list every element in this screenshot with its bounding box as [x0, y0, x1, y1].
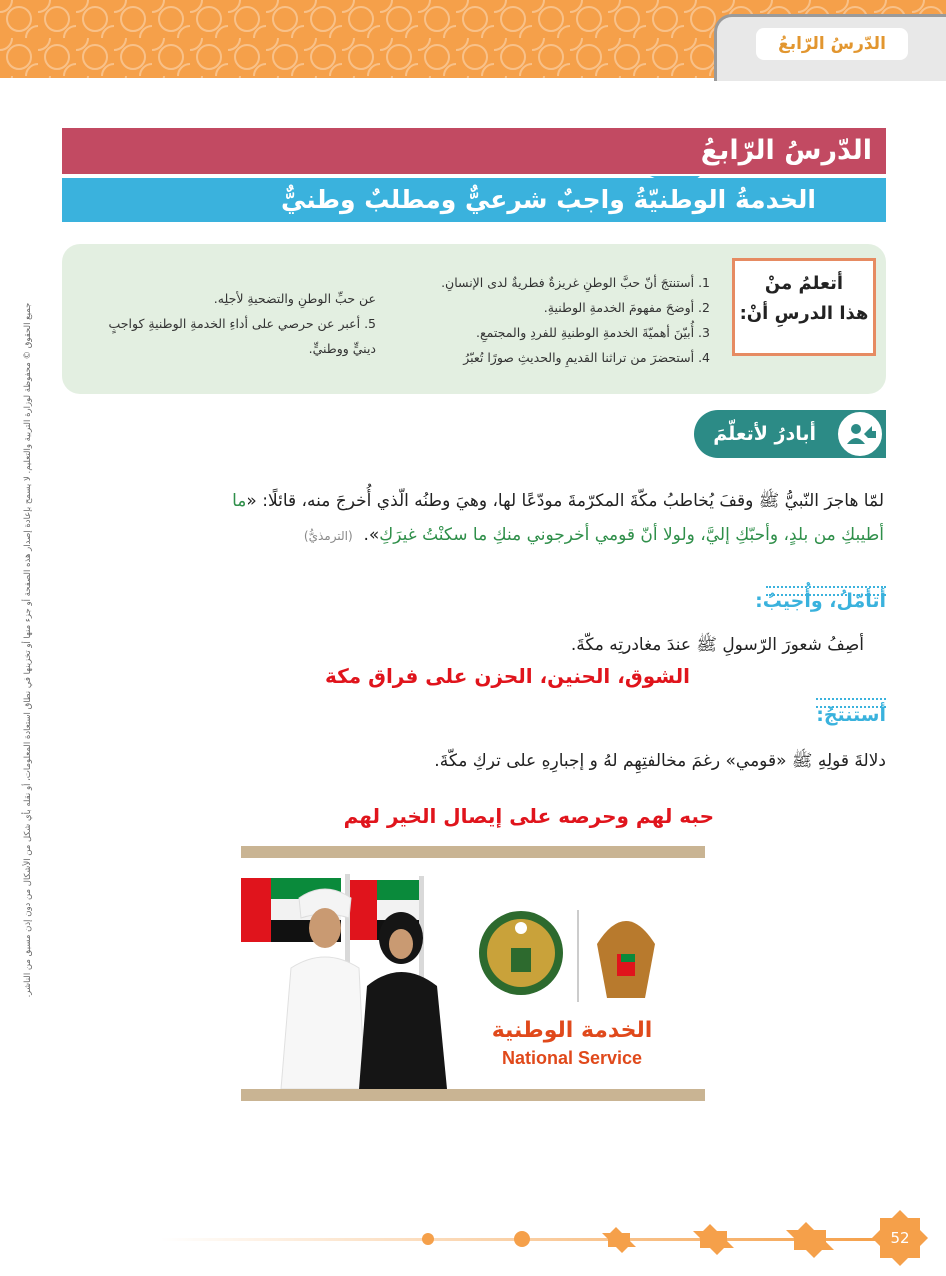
title-notch-shape [640, 150, 720, 190]
lesson-subject-title: الخدمةُ الوطنيّةُ واجبٌ شرعيٌّ ومطلبٌ وطنيٌّ [280, 185, 816, 214]
hadith-paragraph [60, 484, 884, 553]
objectives-column-right [380, 270, 710, 370]
objective-item: 3. أُبيّنَ أهميّةَ الخدمةِ الوطنيةِ للفردِ والمجتمعِ. [476, 325, 710, 340]
armed-forces-emblem [479, 911, 563, 995]
national-service-image [241, 858, 705, 1089]
start-learning-label: أبادرُ لأتعلّمَ [713, 423, 816, 445]
objective-item: 4. أستحضرَ من تراثنا القديمِ والحديثِ صورًا تُعبّرُ [463, 350, 710, 365]
hadith-intro: لمّا هاجرَ النّبيُّ ﷺ وقفَ يُخاطبُ مكّةَ المكرّمةَ مودّعًا لها، وهيَ وطنُه الّذي أُخرجَ منه، قائلًا: « [246, 491, 884, 511]
objective-item: عن حبِّ الوطنِ والتضحيةِ لأجلِه. [213, 291, 376, 306]
reflect-question: أصِفُ شعورَ الرّسولِ ﷺ عندَ مغادرتِه مكّةَ. [570, 635, 864, 655]
copyright-text: جميع الحقوق © محفوظة لوزارة التربية والتعليم. لا يسمح بإعادة إصدار هذه الصفحة أو جزء منها أو تخزينها في نطاق استعادة المعلومات، أو نقله بأي شكل من الأشكال من دون إذن مسبق من الناشر. [23, 302, 33, 998]
objectives-column-left [76, 286, 376, 361]
lesson-subject-bar [62, 178, 886, 222]
footer-ornaments [410, 1222, 870, 1258]
objective-item: 1. أستنتجَ أنّ حبَّ الوطنِ غريزةٌ فطريةٌ لدى الإنسانِ. [441, 275, 710, 290]
image-title-ar: الخدمة الوطنية [491, 1018, 653, 1043]
lesson-number-title: الدّرسُ الرّابعُ [700, 135, 872, 166]
image-frame-top [241, 846, 705, 858]
conclude-answer: حبه لهم وحرصه على إيصال الخير لهم [343, 804, 714, 828]
image-title-en: National Service [501, 1048, 643, 1068]
hadith-quote: أطيبكِ من بلدٍ، وأحبّكِ إليَّ، ولولا أنّ قومي أخرجوني منكِ ما سكنْتُ غيرَكِ [379, 525, 884, 545]
objective-item: 2. أوضحَ مفهومَ الخدمةِ الوطنيةِ. [543, 300, 710, 315]
hadith-line-2 [60, 518, 884, 553]
hadith-quote-close: ». [363, 525, 380, 545]
copyright-note [18, 290, 38, 1010]
objective-item: 5. أعبر عن حرصي على أداءِ الخدمةِ الوطنيةِ كواجبٍ [108, 316, 376, 331]
objectives-heading [735, 269, 873, 329]
conclude-heading: أستنتجُ: [816, 704, 886, 726]
reflect-heading: أتأمّلُ، وأُجيبُ: [755, 590, 886, 612]
objectives-heading-line1: أتعلمُ منْ [764, 273, 844, 294]
objectives-heading-line2: هذا الدرسِ أنْ: [739, 303, 869, 324]
reflect-heading-ornament [766, 586, 886, 596]
lesson-title-bar [62, 128, 886, 174]
objectives-heading-frame [732, 258, 876, 356]
conclude-question: دلالةَ قولِهِ ﷺ «قومي» رغمَ مخالفتِهِم لهُ و إجبارِهِ على تركِ مكّةَ. [434, 751, 886, 771]
uae-emblem [597, 921, 655, 998]
hadith-quote-start: ما [232, 491, 247, 511]
image-frame-bottom [241, 1089, 705, 1101]
page-number: 52 [890, 1229, 910, 1247]
hadith-source: (الترمذيُّ) [303, 529, 353, 543]
conclude-heading-ornament [816, 698, 886, 708]
hadith-line-1 [60, 484, 884, 518]
objective-item: دينيٍّ ووطنيٍّ. [308, 341, 376, 356]
learner-icon [836, 410, 884, 458]
reflect-answer: الشوق، الحنين، الحزن على فراق مكة [324, 664, 690, 688]
header-lesson-label: الدّرسُ الرّابعُ [756, 28, 908, 60]
